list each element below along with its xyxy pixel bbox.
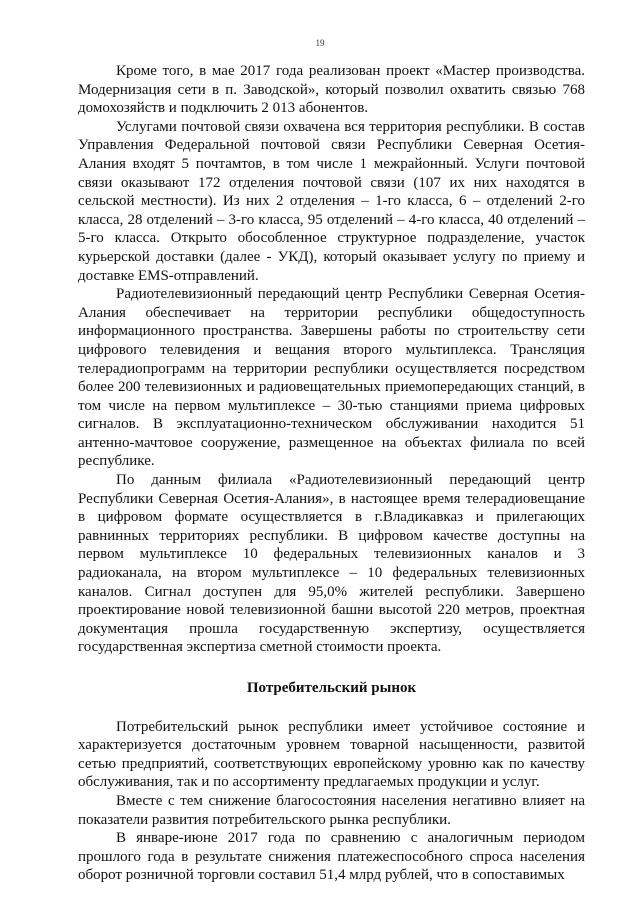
paragraph-digital-broadcasting: По данным филиала «Радиотелевизионный передающий центр Республики Северная Осетия-Алания», в настоящее время телерадиовещание в цифровом формате осуществляется в г.Владикавказ и прилегающих равнинных территориях республики. В цифровом качестве доступны на первом мультиплексе 10 федеральных телевизионных каналов и 3 радиоканала, на втором мультиплексе – 10 федеральных телевизионных каналов. Сигнал доступен для 95,0% жителей республики. Завершено проектирование новой телевизионной башни высотой 220 метров, проектная документация прошла государственную экспертизу, осуществляется государственная экспертиза сметной стоимости проекта. (78, 472, 585, 656)
paragraph-master-production: Кроме того, в мае 2017 года реализован проект «Мастер производства. Модернизация сети в п. Заводской», который позволил охватить связью 768 домохозяйств и подключить 2 013 абонентов. (78, 63, 585, 117)
paragraph-retail-turnover: В январе-июне 2017 года по сравнению с аналогичным периодом прошлого года в результате снижения платежеспособного спроса населения оборот розничной торговли составил 51,4 млрд рублей, что в сопоставимых (78, 830, 585, 884)
section-heading-consumer-market: Потребительский рынок (246, 680, 417, 696)
paragraph-consumer-market-state: Потребительский рынок республики имеет устойчивое состояние и характеризуется достаточным уровнем товарной насыщенности, развитой сетью предприятий, соответствующих европейскому уровню как по качеству обслуживания, так и по ассортименту предлагаемых продукции и услуг. (78, 718, 585, 791)
paragraph-welfare-decline: Вместе с тем снижение благосостояния населения негативно влияет на показатели развития потребительского рынка республики. (78, 792, 585, 828)
paragraph-broadcast-center: Радиотелевизионный передающий центр Республики Северная Осетия-Алания обеспечивает на территории республики общедоступность информационного пространства. Завершены работы по строительству сети цифрового телевидения и вещания второго мультиплекса. Трансляция телерадиопрограмм на территории республики осуществляется посредством более 200 телевизионных и радиовещательных приемопередающих станций, в том числе на первом мультиплексе – 30-тью станциями приема цифровых сигналов. В эксплуатационно-техническом обслуживании находится 51 антенно-мачтовое сооружение, размещенное на объектах филиала по всей республике. (78, 286, 585, 470)
document-body (78, 62, 585, 885)
page-number: 19 (315, 38, 325, 48)
paragraph-postal-services: Услугами почтовой связи охвачена вся территория республики. В состав Управления Федеральной почтовой связи Республики Северная Осетия-Алания входят 5 почтамтов, в том числе 1 межрайонный. Услуги почтовой связи оказывают 172 отделения почтовой связи (107 их них находятся в сельской местности). Из них 2 отделения – 1-го класса, 6 – отделений 2-го класса, 28 отделений – 3-го класса, 95 отделений – 4-го класса, 40 отделений – 5-го класса. Открыто обособленное структурное подразделение, участок курьерской доставки (далее - УКД), который оказывает услугу по приему и доставке EMS-отправлений. (78, 118, 585, 284)
